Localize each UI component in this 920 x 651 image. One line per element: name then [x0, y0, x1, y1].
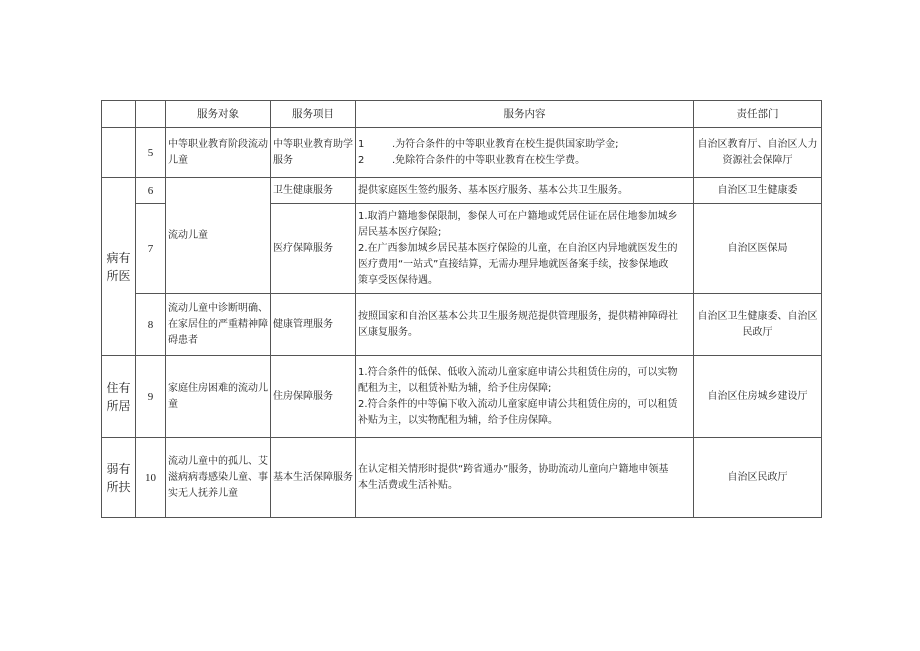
target-line: 中等职业教育阶段流动	[168, 138, 268, 150]
category-cell	[102, 438, 136, 518]
content-line: 配租为主，以租赁补贴为辅，给予住房保障;	[358, 382, 552, 394]
row-number: 9	[136, 356, 166, 438]
header-dept: 责任部门	[694, 101, 822, 128]
dept-line: 自治区民政厅	[727, 471, 788, 483]
content-cell	[356, 204, 694, 294]
content-line: 1.符合条件的低保、低收入流动儿童家庭申请公共租赁住房的，可以实物	[358, 366, 678, 378]
item-line: 健康管理服务	[273, 318, 333, 330]
header-item: 服务项目	[271, 101, 356, 128]
header-number	[136, 101, 166, 128]
dept-cell	[694, 204, 822, 294]
content-line: 2.符合条件的中等偏下收入流动儿童家庭申请公共租赁住房的，可以租赁	[358, 398, 678, 410]
category-cell	[102, 356, 136, 438]
dept-cell	[694, 438, 822, 518]
target-line: 实无人抚养儿童	[168, 487, 238, 499]
header-row	[102, 101, 822, 128]
content-cell	[356, 356, 694, 438]
category-line: 所扶	[106, 479, 131, 494]
target-line: 流动儿童中的孤儿、艾	[168, 455, 268, 467]
dept-line: 自治区医保局	[727, 242, 788, 254]
target-line: 在家居住的严重精神障	[168, 318, 268, 330]
category-line: 病有	[106, 250, 131, 265]
row-number: 5	[136, 128, 166, 178]
content-line	[358, 153, 691, 169]
row-number: 8	[136, 294, 166, 356]
item-cell	[271, 294, 356, 356]
dept-line: 民政厅	[742, 326, 773, 338]
row-number: 7	[136, 204, 166, 294]
dept-line: 资源社会保障厅	[722, 154, 793, 166]
row-number: 6	[136, 178, 166, 204]
table-row	[102, 294, 822, 356]
content-line: 居民基本医疗保险;	[358, 226, 442, 238]
table-row	[102, 438, 822, 518]
dept-line: 自治区卫生健康委	[717, 184, 798, 196]
item-cell	[271, 356, 356, 438]
target-line: 童	[168, 398, 178, 410]
target-line: 流动儿童	[168, 229, 208, 241]
target-line: 流动儿童中诊断明确、	[168, 302, 268, 314]
item-cell	[271, 128, 356, 178]
category-line: 所医	[106, 268, 131, 283]
content-cell	[356, 294, 694, 356]
item-cell	[271, 204, 356, 294]
item-number: 2	[358, 154, 365, 166]
content-line: 补贴为主，以实物配租为辅，给予住房保障。	[358, 414, 558, 426]
table-row	[102, 128, 822, 178]
item-line: 基本生活保障服务	[273, 471, 353, 483]
content-cell	[356, 438, 694, 518]
content-line: 策享受医保待遇。	[358, 274, 438, 286]
content-line: 本生活费或生活补贴。	[358, 479, 458, 491]
table-row	[102, 178, 822, 204]
content-line: 医疗费用“一站式”直接结算，无需办理异地就医备案手续，按参保地政	[358, 258, 669, 270]
table-row	[102, 356, 822, 438]
category-line: 住有	[106, 380, 131, 395]
header-category	[102, 101, 136, 128]
target-line: 碍患者	[168, 334, 198, 346]
dept-cell	[694, 128, 822, 178]
target-cell	[166, 438, 271, 518]
target-cell	[166, 128, 271, 178]
content-text: .免除符合条件的中等职业教育在校生学费。	[392, 154, 586, 166]
target-cell	[166, 294, 271, 356]
dept-line: 自治区卫生健康委、自治区	[697, 310, 818, 322]
row-number: 10	[136, 438, 166, 518]
header-content: 服务内容	[356, 101, 694, 128]
item-line: 医疗保障服务	[273, 242, 333, 254]
category-line: 所居	[106, 398, 131, 413]
dept-line: 自治区教育厅、自治区人力	[697, 138, 818, 150]
item-cell	[271, 438, 356, 518]
category-cell	[102, 178, 136, 356]
content-line: 在认定相关情形时提供“跨省通办”服务，协助流动儿童向户籍地申领基	[358, 463, 669, 475]
item-line: 服务	[273, 154, 293, 166]
service-table	[101, 100, 822, 518]
category-line: 弱有	[106, 461, 131, 476]
content-cell	[356, 178, 694, 204]
header-target: 服务对象	[166, 101, 271, 128]
content-line: 1.取消户籍地参保限制，参保人可在户籍地或凭居住证在居住地参加城乡	[358, 210, 678, 222]
item-cell	[271, 178, 356, 204]
content-line: 区康复服务。	[358, 326, 418, 338]
dept-cell	[694, 356, 822, 438]
dept-cell	[694, 178, 822, 204]
target-line: 儿童	[168, 154, 188, 166]
content-line: 按照国家和自治区基本公共卫生服务规范提供管理服务，提供精神障碍社	[358, 310, 678, 322]
category-cell	[102, 128, 136, 178]
content-line	[358, 137, 691, 153]
item-line: 中等职业教育助学	[273, 138, 353, 150]
content-text: .为符合条件的中等职业教育在校生提供国家助学金;	[392, 138, 619, 150]
item-number: 1	[358, 138, 365, 150]
item-line: 卫生健康服务	[273, 184, 333, 196]
item-line: 住房保障服务	[273, 390, 333, 402]
target-line: 家庭住房困难的流动儿	[168, 382, 268, 394]
dept-line: 自治区住房城乡建设厅	[707, 390, 808, 402]
content-line: 提供家庭医生签约服务、基本医疗服务、基本公共卫生服务。	[358, 184, 628, 196]
content-cell	[356, 128, 694, 178]
dept-cell	[694, 294, 822, 356]
target-cell	[166, 356, 271, 438]
content-line: 2.在广西参加城乡居民基本医疗保险的儿童，在自治区内异地就医发生的	[358, 242, 678, 254]
target-line: 滋病病毒感染儿童、事	[168, 471, 268, 483]
target-cell	[166, 178, 271, 294]
